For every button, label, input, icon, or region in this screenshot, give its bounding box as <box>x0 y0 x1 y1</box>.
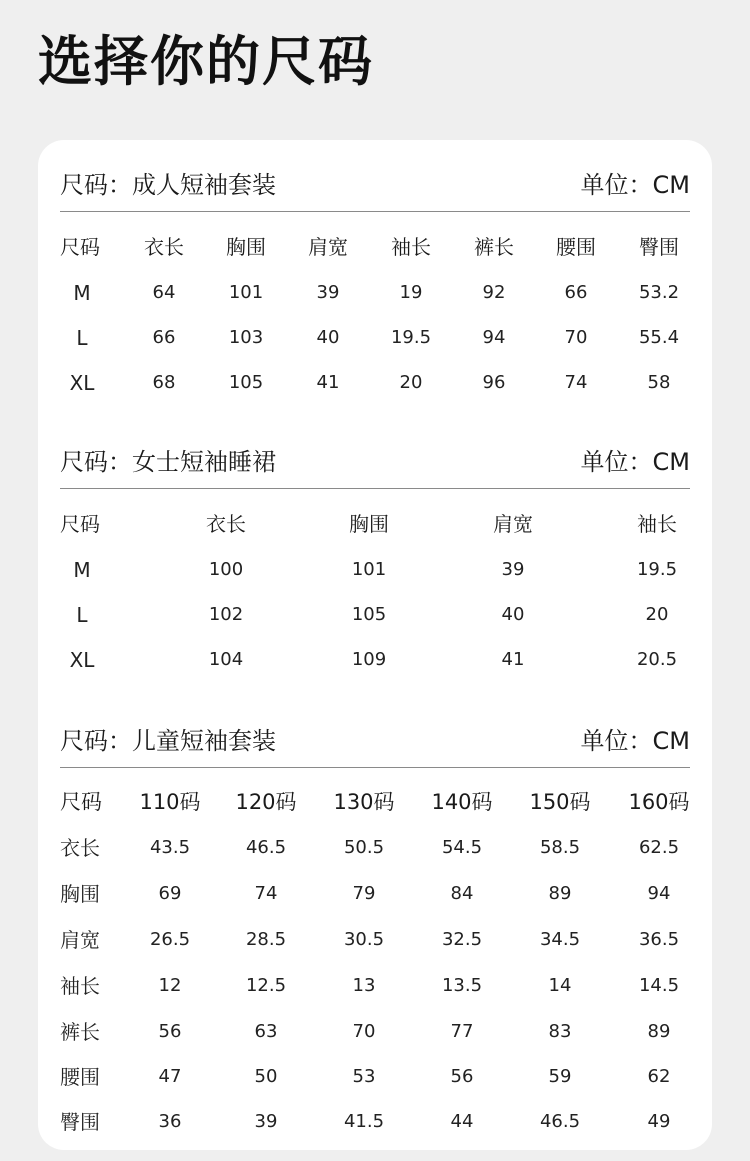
header-cell: 衣长 <box>144 235 184 259</box>
section-title: 尺码：女士短袖睡裙 <box>60 447 276 476</box>
section-adult-header <box>60 162 690 202</box>
size-cell: XL <box>69 371 95 395</box>
value-cell: 14.5 <box>638 975 680 996</box>
value-cell: 49 <box>647 1111 671 1132</box>
value-cell: 66 <box>152 327 176 348</box>
measure-cell: 肩宽 <box>60 928 100 952</box>
value-cell: 63 <box>254 1021 278 1042</box>
value-cell: 41.5 <box>343 1111 385 1132</box>
value-cell: 70 <box>352 1021 376 1042</box>
value-cell: 89 <box>548 883 572 904</box>
value-cell: 26.5 <box>149 929 191 950</box>
header-cell: 衣长 <box>206 512 246 536</box>
value-cell: 84 <box>450 883 474 904</box>
value-cell: 20.5 <box>636 649 678 670</box>
value-cell: 39 <box>501 559 525 580</box>
page-title: 选择你的尺码 <box>38 30 374 93</box>
value-cell: 36 <box>158 1111 182 1132</box>
value-cell: 53.2 <box>638 282 680 303</box>
value-cell: 62.5 <box>638 837 680 858</box>
value-cell: 58.5 <box>539 837 581 858</box>
value-cell: 100 <box>208 559 244 580</box>
size-cell: M <box>73 558 91 582</box>
value-cell: 46.5 <box>539 1111 581 1132</box>
table-row <box>60 640 690 680</box>
value-cell: 12 <box>158 975 182 996</box>
section-divider <box>60 767 690 768</box>
value-cell: 94 <box>482 327 506 348</box>
size-cell: L <box>76 326 88 350</box>
value-cell: 39 <box>316 282 340 303</box>
value-cell: 13.5 <box>441 975 483 996</box>
value-cell: 59 <box>548 1066 572 1087</box>
section-title: 尺码：成人短袖套装 <box>60 170 276 199</box>
value-cell: 66 <box>564 282 588 303</box>
table-header-row <box>60 782 690 822</box>
section-divider <box>60 488 690 489</box>
value-cell: 79 <box>352 883 376 904</box>
value-cell: 54.5 <box>441 837 483 858</box>
value-cell: 50 <box>254 1066 278 1087</box>
measure-cell: 腰围 <box>60 1065 100 1089</box>
value-cell: 62 <box>647 1066 671 1087</box>
table-header-row <box>60 227 690 267</box>
value-cell: 64 <box>152 282 176 303</box>
table-row <box>60 1102 690 1142</box>
value-cell: 36.5 <box>638 929 680 950</box>
value-cell: 70 <box>564 327 588 348</box>
measure-cell: 袖长 <box>60 974 100 998</box>
value-cell: 32.5 <box>441 929 483 950</box>
value-cell: 103 <box>228 327 264 348</box>
table-row <box>60 363 690 403</box>
value-cell: 28.5 <box>245 929 287 950</box>
value-cell: 69 <box>158 883 182 904</box>
section-divider <box>60 211 690 212</box>
unit-label: 单位：CM <box>580 170 690 199</box>
header-cell: 胸围 <box>349 512 389 536</box>
table-row <box>60 828 690 868</box>
section-women-header <box>60 439 690 479</box>
header-cell: 肩宽 <box>493 512 533 536</box>
value-cell: 74 <box>564 372 588 393</box>
measure-cell: 臀围 <box>60 1110 100 1134</box>
value-cell: 83 <box>548 1021 572 1042</box>
size-cell: L <box>76 603 88 627</box>
header-cell: 尺码 <box>60 790 102 814</box>
value-cell: 40 <box>501 604 525 625</box>
value-cell: 19 <box>399 282 423 303</box>
value-cell: 39 <box>254 1111 278 1132</box>
table-row <box>60 874 690 914</box>
size-card <box>38 140 712 1150</box>
value-cell: 109 <box>351 649 387 670</box>
value-cell: 68 <box>152 372 176 393</box>
value-cell: 19.5 <box>390 327 432 348</box>
header-cell: 150码 <box>529 790 591 814</box>
value-cell: 74 <box>254 883 278 904</box>
value-cell: 41 <box>501 649 525 670</box>
table-row <box>60 920 690 960</box>
value-cell: 105 <box>351 604 387 625</box>
section-title: 尺码：儿童短袖套装 <box>60 726 276 755</box>
unit-label: 单位：CM <box>580 447 690 476</box>
table-row <box>60 1012 690 1052</box>
measure-cell: 衣长 <box>60 836 100 860</box>
table-header-row <box>60 504 690 544</box>
header-cell: 腰围 <box>556 235 596 259</box>
header-cell: 肩宽 <box>308 235 348 259</box>
value-cell: 53 <box>352 1066 376 1087</box>
value-cell: 55.4 <box>638 327 680 348</box>
value-cell: 40 <box>316 327 340 348</box>
measure-cell: 裤长 <box>60 1020 100 1044</box>
header-cell: 裤长 <box>474 235 514 259</box>
size-cell: XL <box>69 648 95 672</box>
unit-label: 单位：CM <box>580 726 690 755</box>
header-cell: 120码 <box>235 790 297 814</box>
value-cell: 96 <box>482 372 506 393</box>
header-cell: 130码 <box>333 790 395 814</box>
value-cell: 44 <box>450 1111 474 1132</box>
table-row <box>60 595 690 635</box>
value-cell: 30.5 <box>343 929 385 950</box>
header-cell: 臀围 <box>639 235 679 259</box>
table-row <box>60 273 690 313</box>
table-row <box>60 318 690 358</box>
header-cell: 110码 <box>139 790 201 814</box>
value-cell: 89 <box>647 1021 671 1042</box>
value-cell: 56 <box>450 1066 474 1087</box>
header-cell: 140码 <box>431 790 493 814</box>
section-kids-header <box>60 718 690 758</box>
value-cell: 101 <box>228 282 264 303</box>
value-cell: 14 <box>548 975 572 996</box>
table-row <box>60 550 690 590</box>
value-cell: 43.5 <box>149 837 191 858</box>
table-row <box>60 1057 690 1097</box>
value-cell: 104 <box>208 649 244 670</box>
value-cell: 13 <box>352 975 376 996</box>
value-cell: 46.5 <box>245 837 287 858</box>
header-cell: 袖长 <box>637 512 677 536</box>
header-cell: 袖长 <box>391 235 431 259</box>
value-cell: 12.5 <box>245 975 287 996</box>
header-cell: 尺码 <box>60 512 100 536</box>
value-cell: 92 <box>482 282 506 303</box>
value-cell: 101 <box>351 559 387 580</box>
value-cell: 34.5 <box>539 929 581 950</box>
value-cell: 56 <box>158 1021 182 1042</box>
value-cell: 41 <box>316 372 340 393</box>
value-cell: 105 <box>228 372 264 393</box>
measure-cell: 胸围 <box>60 882 100 906</box>
value-cell: 19.5 <box>636 559 678 580</box>
table-row <box>60 966 690 1006</box>
header-cell: 胸围 <box>226 235 266 259</box>
value-cell: 50.5 <box>343 837 385 858</box>
value-cell: 102 <box>208 604 244 625</box>
header-cell: 尺码 <box>60 235 100 259</box>
value-cell: 20 <box>399 372 423 393</box>
value-cell: 77 <box>450 1021 474 1042</box>
header-cell: 160码 <box>628 790 690 814</box>
value-cell: 58 <box>647 372 671 393</box>
value-cell: 47 <box>158 1066 182 1087</box>
value-cell: 94 <box>647 883 671 904</box>
value-cell: 20 <box>645 604 669 625</box>
size-cell: M <box>73 281 91 305</box>
